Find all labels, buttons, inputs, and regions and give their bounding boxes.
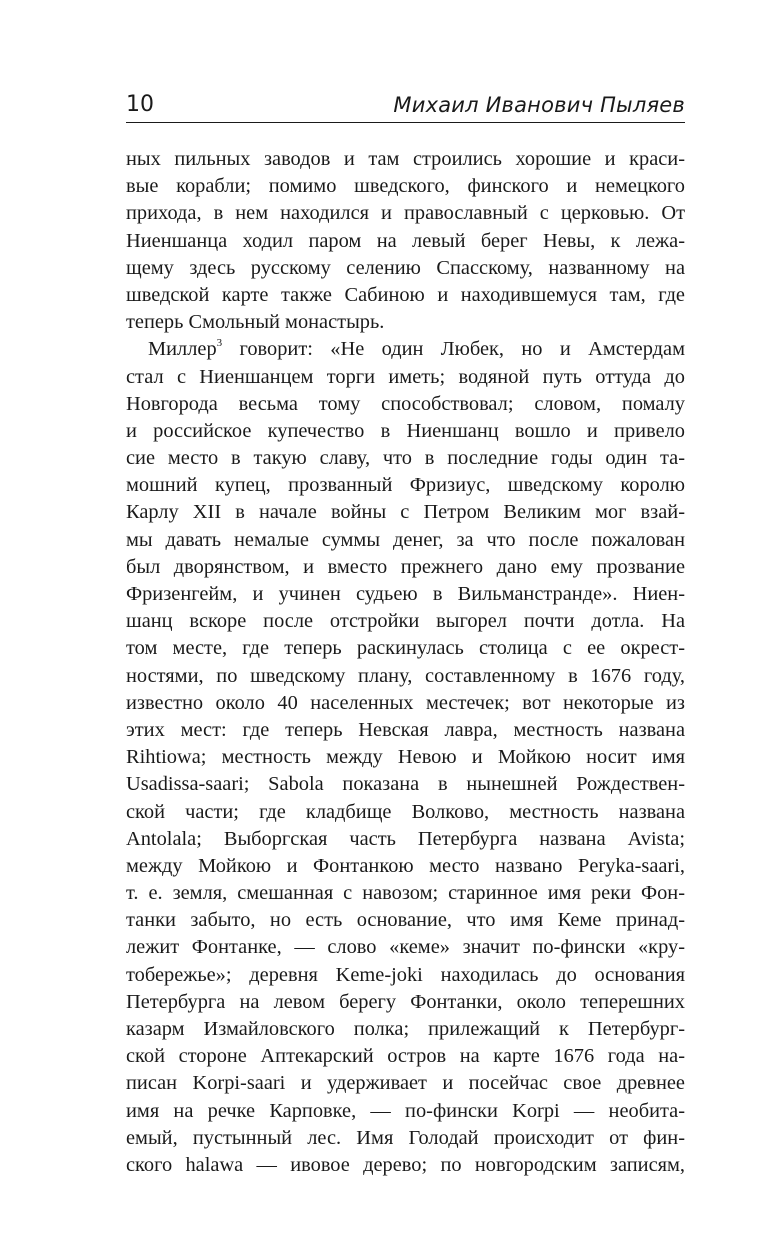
paragraph-1 xyxy=(126,146,685,336)
text-line: вые корабли; помимо шведского, финского и немецкого xyxy=(126,175,685,198)
header-rule xyxy=(126,122,685,123)
text-line: этих мест: где теперь Невская лавра, местность названа xyxy=(126,718,685,741)
text-line: щему здесь русскому селению Спасскому, названному на xyxy=(126,256,685,279)
text-line: между Мойкою и Фонтанкою место названо Peryka-saari, xyxy=(126,854,685,877)
text-line: Петербурга на левом берегу Фонтанки, около теперешних xyxy=(126,990,685,1013)
text-line: писан Korpi-saari и удерживает и посейчас свое древнее xyxy=(126,1072,685,1095)
page-header xyxy=(126,92,685,122)
text-line: и российское купечество в Ниеншанц вошло и привело xyxy=(126,419,685,442)
text-line: емый, пустынный лес. Имя Голодай происходит от фин- xyxy=(126,1126,685,1149)
text-line: танки забыто, но есть основание, что имя Кеме принад- xyxy=(126,909,685,932)
footnote-marker: 3 xyxy=(216,337,223,350)
text-line: казарм Измайловского полка; прилежащий к Петербург- xyxy=(126,1018,685,1040)
text-line: мошний купец, прозванный Фризиус, шведскому королю xyxy=(126,474,685,497)
text-line: тобережье»; деревня Keme-joki находилась до основания xyxy=(126,963,685,986)
text-line: Antolala; Выборгская часть Петербурга названа Avista; xyxy=(126,827,685,850)
text-line: шанц вскоре после отстройки выгорел почти дотла. На xyxy=(126,610,685,633)
paragraph-start-continuation: говорит: «Не один Любек, но и Амстердам xyxy=(222,338,685,361)
text-line: ской части; где кладбище Волково, местность названа xyxy=(126,800,685,823)
page-number: 10 xyxy=(126,92,154,117)
text-line: ных пильных заводов и там строились хорошие и краси- xyxy=(126,148,685,170)
text-line: мы давать немалые суммы денег, за что после пожалован xyxy=(126,528,685,551)
text-line: Фризенгейм, и учинен судьею в Вильманстранде». Ниен- xyxy=(126,583,685,605)
text-line: имя на речке Карповке, — по-фински Korpi — необита- xyxy=(126,1099,685,1122)
text-line-first xyxy=(126,336,685,363)
text-line: ского halawa — ивовое дерево; по новгородским записям, xyxy=(126,1153,685,1176)
paragraph-2 xyxy=(126,336,685,1179)
text-line: известно около 40 населенных местечек; вот некоторые из xyxy=(126,691,685,714)
text-line: ностями, по шведскому плану, составленному в 1676 году, xyxy=(126,664,685,687)
text-line: стал с Ниеншанцем торги иметь; водяной путь оттуда до xyxy=(126,365,685,388)
paragraph-start-text: Миллер xyxy=(148,338,217,361)
text-line: был дворянством, и вместо прежнего дано ему прозвание xyxy=(126,555,685,578)
text-line: лежит Фонтанке, — слово «кеме» значит по-фински «кру- xyxy=(126,936,685,959)
text-line: Карлу XII в начале войны с Петром Великим мог взай- xyxy=(126,501,685,524)
text-line: Ниеншанца ходил паром на левый берег Невы, к лежа- xyxy=(126,229,685,252)
text-line: прихода, в нем находился и православный с церковью. От xyxy=(126,202,685,225)
text-line: том месте, где теперь раскинулась столица с ее окрест- xyxy=(126,637,685,660)
body-text xyxy=(126,146,685,1179)
text-line: ской стороне Аптекарский остров на карте 1676 года на- xyxy=(126,1045,685,1068)
text-line: шведской карте также Сабиною и находившемуся там, где xyxy=(126,283,685,306)
running-head-author: Михаил Иванович Пыляев xyxy=(393,93,685,117)
text-line: Rihtiowa; местность между Невою и Мойкою носит имя xyxy=(126,746,685,769)
text-line: Usadissa-saari; Sabola показана в нынешней Рождествен- xyxy=(126,773,685,796)
text-line: сие место в такую славу, что в последние годы один та- xyxy=(126,447,685,470)
text-line: теперь Смольный монастырь. xyxy=(126,311,385,334)
text-line: Новгорода весьма тому способствовал; словом, помалу xyxy=(126,392,685,415)
text-line: т. е. земля, смешанная с навозом; старинное имя реки Фон- xyxy=(126,882,685,905)
